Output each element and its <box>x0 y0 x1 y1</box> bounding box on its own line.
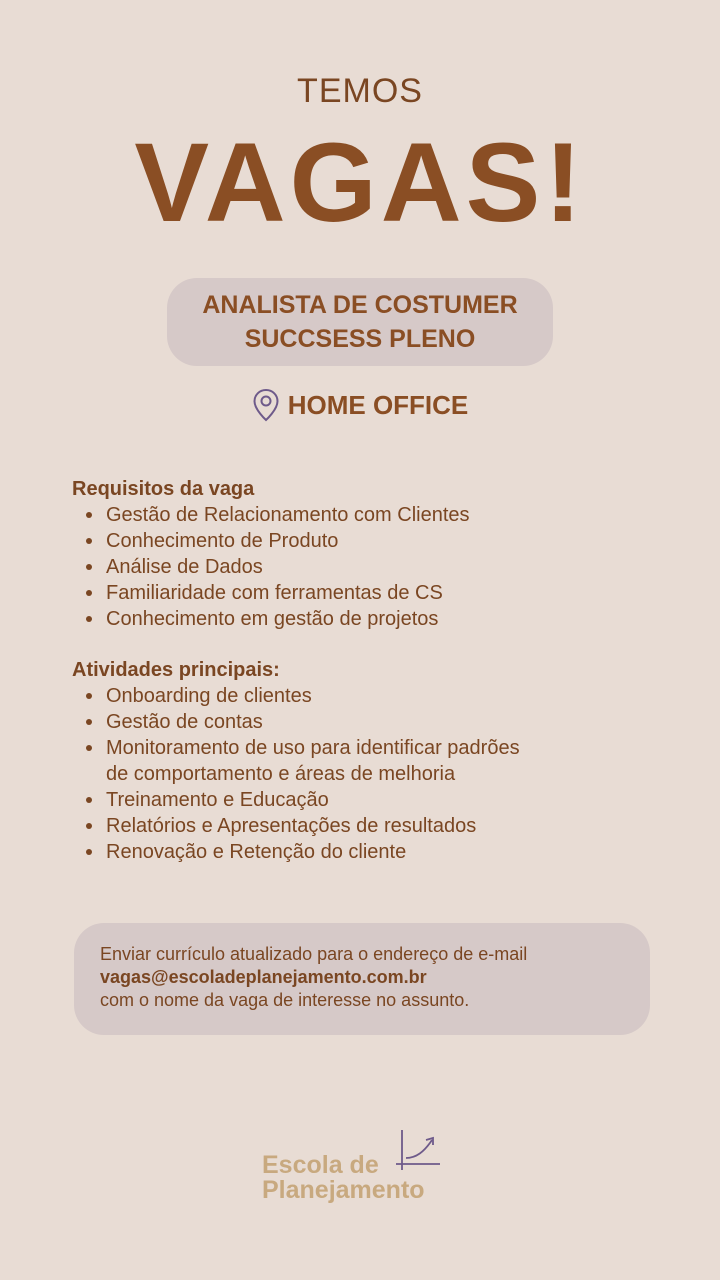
location <box>0 388 720 422</box>
list-item: Gestão de Relacionamento com Clientes <box>106 502 652 528</box>
activities-list <box>72 683 526 865</box>
activities-heading: Atividades principais: <box>72 659 280 681</box>
list-item: Onboarding de clientes <box>106 683 526 709</box>
list-item: Renovação e Retenção do cliente <box>106 839 526 865</box>
role-title-badge <box>167 278 553 366</box>
growth-chart-icon <box>396 1128 442 1172</box>
list-item: Familiaridade com ferramentas de CS <box>106 580 652 606</box>
list-item: Conhecimento de Produto <box>106 528 652 554</box>
kicker-text: TEMOS <box>297 72 423 110</box>
list-item: Conhecimento em gestão de projetos <box>106 606 652 632</box>
list-item: Análise de Dados <box>106 554 652 580</box>
role-title-line-2: SUCCSESS PLENO <box>244 325 476 353</box>
logo-text-line-1: Escola de <box>262 1151 379 1179</box>
requirements-heading: Requisitos da vaga <box>72 478 255 500</box>
logo-text-line-2: Planejamento <box>262 1176 425 1204</box>
list-item: Monitoramento de uso para identificar padrões de comportamento e áreas de melhoria <box>106 735 526 787</box>
contact-outro: com o nome da vaga de interesse no assunto. <box>100 990 470 1010</box>
list-item: Treinamento e Educação <box>106 787 526 813</box>
requirements-list <box>72 502 652 632</box>
role-title-line-1: ANALISTA DE COSTUMER <box>202 291 518 319</box>
map-pin-icon <box>252 388 280 422</box>
list-item: Relatórios e Apresentações de resultados <box>106 813 526 839</box>
location-label: HOME OFFICE <box>287 389 469 420</box>
contact-box <box>74 923 650 1035</box>
requirements-section <box>72 476 652 632</box>
headline: VAGAS! <box>134 120 586 245</box>
brand-logo <box>262 1128 462 1208</box>
list-item: Gestão de contas <box>106 709 526 735</box>
contact-intro: Enviar currículo atualizado para o endereço de e-mail <box>100 944 528 964</box>
activities-section <box>72 657 652 865</box>
contact-email[interactable]: vagas@escoladeplanejamento.com.br <box>100 967 427 987</box>
